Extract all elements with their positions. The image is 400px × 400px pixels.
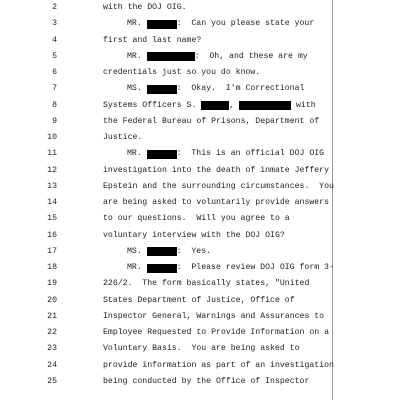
redaction-box: [239, 101, 291, 110]
transcript-line: [0, 343, 400, 355]
text-segment: ,: [229, 100, 240, 110]
redaction-box: [147, 264, 177, 273]
line-text: [103, 278, 309, 290]
line-text: [103, 343, 300, 355]
line-number: 8: [52, 100, 57, 110]
line-number: 18: [47, 263, 57, 272]
transcript-line: [0, 100, 400, 112]
transcript-line: [0, 116, 400, 128]
transcript-line: [0, 181, 400, 193]
line-text: [127, 51, 308, 63]
redaction-box: [147, 20, 177, 29]
transcript-line: [0, 213, 400, 225]
line-text: [103, 165, 329, 177]
line-number: 22: [47, 328, 57, 337]
text-segment: MR.: [127, 19, 147, 29]
line-number: 10: [47, 133, 57, 142]
text-segment: : Oh, and these are my: [194, 51, 308, 61]
text-segment: the Federal Bureau of Prisons, Department of: [103, 116, 320, 126]
line-number: 25: [47, 376, 57, 386]
text-segment: MR.: [127, 51, 147, 61]
line-text: [103, 2, 187, 14]
text-segment: States Department of Justice, Office of: [103, 295, 295, 305]
line-text: [103, 295, 295, 307]
line-text: [103, 35, 201, 47]
line-text: [103, 197, 329, 209]
line-number: 14: [47, 198, 57, 207]
line-text: [103, 230, 285, 242]
line-number: 19: [47, 279, 57, 289]
text-segment: : Yes.: [176, 246, 212, 256]
line-number: 5: [52, 51, 57, 61]
text-segment: MS.: [127, 246, 147, 256]
text-segment: : Okay. I'm Correctional: [176, 84, 305, 94]
transcript-line: [0, 278, 400, 290]
transcript-line: [0, 262, 400, 274]
transcript-line: [0, 230, 400, 242]
transcript-line: [0, 18, 400, 30]
transcript-line: [0, 360, 400, 372]
text-segment: : Can you please state your: [176, 19, 315, 29]
text-segment: with: [291, 100, 316, 110]
line-text: [103, 327, 329, 339]
transcript-line: [0, 197, 400, 209]
text-segment: being conducted by the Office of Inspector: [103, 376, 310, 386]
transcript-line: [0, 246, 400, 258]
transcript-line: [0, 35, 400, 47]
transcript-line: [0, 67, 400, 79]
transcript-line: [0, 165, 400, 177]
text-segment: Voluntary Basis. You are being asked to: [103, 344, 300, 354]
line-number: 15: [47, 214, 57, 224]
line-number: 2: [52, 3, 57, 12]
redaction-box: [147, 150, 177, 159]
line-text: [127, 83, 304, 95]
transcript-line: [0, 327, 400, 339]
line-text: [103, 311, 324, 323]
transcript-line: [0, 83, 400, 95]
line-text: [103, 116, 319, 128]
text-segment: with the DOJ OIG.: [103, 3, 187, 12]
text-segment: MR.: [127, 149, 147, 159]
line-number: 24: [47, 360, 57, 370]
text-segment: are being asked to voluntarily provide answers: [103, 198, 330, 207]
text-segment: provide information as part of an investigation: [103, 360, 334, 370]
text-segment: Inspector General, Warnings and Assurances to: [103, 311, 325, 321]
text-segment: to our questions. Will you agree to a: [103, 214, 290, 224]
text-segment: MR.: [127, 263, 147, 272]
line-number: 12: [47, 165, 57, 175]
transcript-line: [0, 311, 400, 323]
redaction-box: [201, 101, 229, 110]
transcript-line: [0, 51, 400, 63]
redaction-box: [147, 52, 195, 61]
transcript-line: [0, 376, 400, 388]
line-text: [103, 360, 334, 372]
text-segment: Systems Officers S.: [103, 100, 202, 110]
text-segment: voluntary interview with the DOJ OIG?: [103, 230, 285, 240]
line-number: 3: [52, 19, 57, 29]
line-number: 17: [47, 246, 57, 256]
text-segment: credentials just so you do know.: [103, 68, 261, 77]
transcript-line: [0, 295, 400, 307]
transcript-line: [0, 148, 400, 160]
line-text: [127, 148, 324, 160]
text-segment: investigation into the death of inmate Jeffery: [103, 165, 330, 175]
line-text: [103, 213, 290, 225]
text-segment: first and last name?: [103, 35, 202, 45]
text-segment: 226/2. The form basically states, "United: [103, 279, 310, 289]
text-segment: : This is an official DOJ OIG: [176, 149, 325, 159]
line-number: 7: [52, 84, 57, 94]
text-segment: : Please review DOJ OIG form 3-: [176, 263, 334, 272]
line-text: [103, 376, 309, 388]
text-segment: Justice.: [103, 133, 143, 142]
line-number: 23: [47, 344, 57, 354]
text-segment: MS.: [127, 84, 147, 94]
line-number: 16: [47, 230, 57, 240]
redaction-box: [147, 247, 177, 256]
text-segment: Epstein and the surrounding circumstances. You: [103, 181, 334, 191]
line-text: [103, 100, 316, 112]
line-number: 9: [52, 116, 57, 126]
line-text: [127, 18, 314, 30]
line-number: 20: [47, 295, 57, 305]
line-number: 13: [47, 181, 57, 191]
line-number: 4: [52, 35, 57, 45]
redaction-box: [147, 85, 177, 94]
line-number: 11: [47, 149, 57, 159]
line-text: [103, 67, 260, 79]
transcript-line: [0, 132, 400, 144]
line-number: 6: [52, 68, 57, 77]
line-text: [127, 246, 211, 258]
line-text: [127, 262, 334, 274]
line-number: 21: [47, 311, 57, 321]
line-text: [103, 181, 334, 193]
text-segment: Employee Requested to Provide Information on a: [103, 328, 330, 337]
transcript-line: [0, 2, 400, 14]
line-text: [103, 132, 142, 144]
